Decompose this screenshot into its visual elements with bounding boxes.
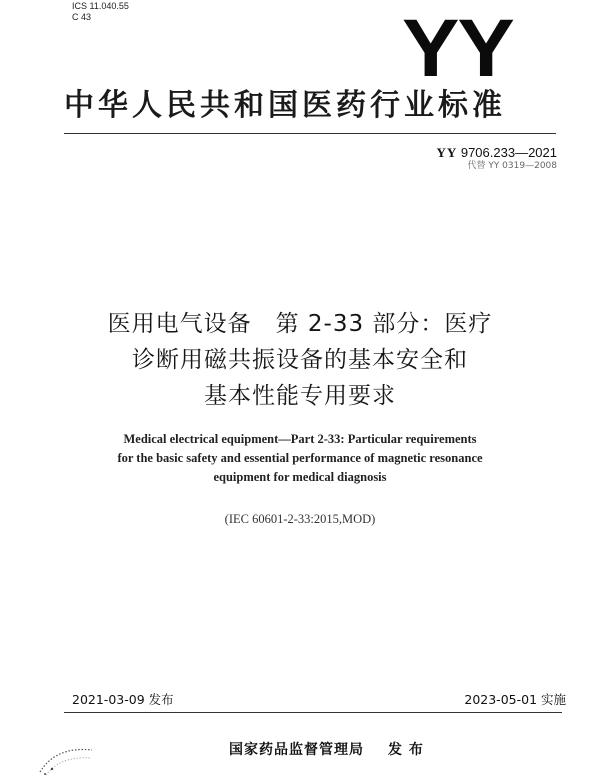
replaces-note: 代替 YY 0319—2008 — [467, 161, 557, 171]
implementation-date: 2023-05-01 实施 — [464, 692, 566, 707]
seal-stamp-icon — [36, 742, 96, 776]
issue-date: 2021-03-09 发布 — [72, 692, 174, 707]
english-title — [40, 430, 560, 487]
issuer-name: 国家药品监督管理局 — [229, 742, 364, 758]
chinese-title-line: 诊断用磁共振设备的基本安全和 — [132, 347, 468, 373]
issuing-authority — [229, 741, 424, 759]
english-title-line: Medical electrical equipment—Part 2-33: Particular requirements — [123, 432, 477, 446]
english-title-line: equipment for medical diagnosis — [213, 470, 387, 484]
ics-code: ICS 11.040.55 — [72, 1, 129, 11]
chinese-title-line: 医用电气设备 第 2-33 部分：医疗 — [107, 311, 493, 337]
header-divider — [64, 133, 556, 134]
chinese-title — [40, 306, 560, 414]
standard-number-value: 9706.233—2021 — [460, 145, 557, 160]
issuer-action: 发 布 — [388, 742, 424, 758]
standard-code-prefix: YY — [436, 145, 458, 160]
chinese-title-line: 基本性能专用要求 — [204, 383, 396, 409]
standard-number — [436, 145, 557, 161]
english-title-line: for the basic safety and essential performance of magnetic resonance — [117, 451, 483, 465]
ccs-code: C 43 — [72, 12, 92, 22]
classification-codes — [72, 1, 129, 23]
iec-reference: (IEC 60601-2-33:2015,MOD) — [224, 512, 376, 526]
yy-logo: YY — [402, 3, 513, 94]
standard-type-title: 中华人民共和国医药行业标准 — [64, 88, 506, 123]
footer-divider — [64, 712, 562, 713]
